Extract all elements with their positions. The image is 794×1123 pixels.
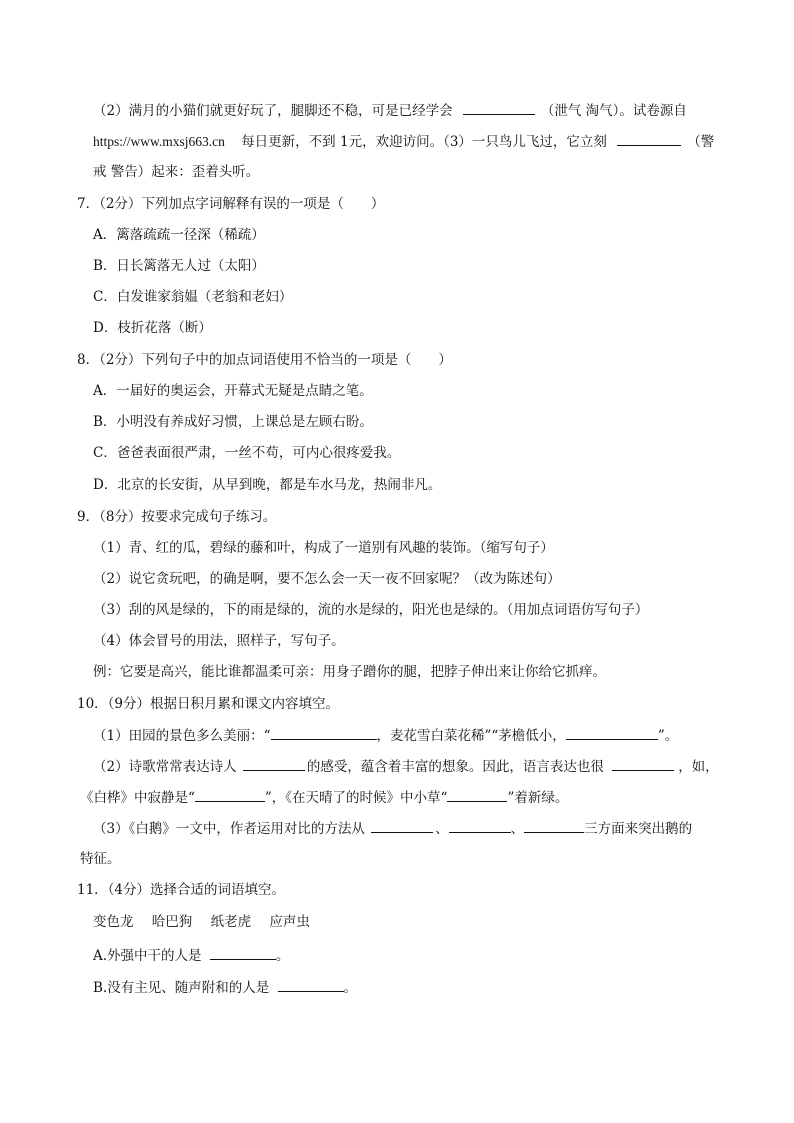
q9-sub2: （2）说它贪玩吧，的确是啊，要不怎么会一天一夜不回家呢？（改为陈述句）	[93, 571, 561, 587]
q9-stem: 9．（8分）按要求完成句子练习。	[77, 509, 277, 525]
blank[interactable]	[210, 945, 276, 960]
word-option: 纸老虎	[210, 914, 252, 930]
q7-option-a[interactable]: A．篱落疏疏一径深（稀疏）	[93, 227, 265, 243]
blank[interactable]	[243, 756, 305, 771]
blank[interactable]	[566, 725, 658, 740]
q6-part2-line2: https://www.mxsj663.cn 每日更新，不到 1元，欢迎访问。（3）一只鸟儿飞过，它立刻 （警	[93, 131, 714, 151]
q9-example: 例：它要是高兴，能比谁都温柔可亲：用身子蹭你的腿，把脖子伸出来让你给它抓痒。	[93, 664, 606, 680]
q10-stem: 10．（9分）根据日积月累和课文内容填空。	[77, 696, 340, 712]
blank[interactable]	[371, 818, 433, 833]
q8-option-c[interactable]: C．爸爸表面很严肃，一丝不苟，可内心很疼爱我。	[93, 445, 401, 461]
q8-option-b[interactable]: B．小明没有养成好习惯，上课总是左顾右盼。	[93, 414, 373, 430]
q11-stem: 11．（4分）选择合适的词语填空。	[77, 882, 286, 898]
blank[interactable]	[447, 787, 507, 802]
word-option: 应声虫	[269, 914, 310, 930]
q11-item-b: B.没有主见、随声附和的人是 。	[93, 977, 357, 997]
blank[interactable]	[612, 756, 674, 771]
q9-sub1: （1）青、红的瓜，碧绿的藤和叶，构成了一道别有风趣的装饰。（缩写句子）	[93, 540, 554, 556]
q7-option-c[interactable]: C．白发谁家翁媪（老翁和老妇）	[93, 289, 293, 305]
q7-option-d[interactable]: D．枝折花落（断）	[93, 320, 212, 336]
blank[interactable]	[617, 131, 681, 146]
q8-stem: 8．（2分）下列句子中的加点词语使用不恰当的一项是（ ）	[77, 352, 452, 368]
q6-part2-line1: （2）满月的小猫们就更好玩了，腿脚还不稳，可是已经学会 （泄气 淘气）。试卷源自	[93, 100, 687, 120]
q7-stem: 7．（2分）下列加点字词解释有误的一项是（ ）	[77, 196, 385, 212]
blank[interactable]	[195, 787, 265, 802]
blank[interactable]	[449, 818, 511, 833]
blank[interactable]	[524, 818, 584, 833]
q10-sub2-line2: 《白桦》中寂静是“ ”，《在天晴了的时候》中小草“ ”着新绿。	[80, 787, 568, 807]
word-option: 变色龙	[93, 914, 134, 930]
word-option: 哈巴狗	[151, 914, 193, 930]
blank[interactable]	[271, 725, 377, 740]
q7-option-b[interactable]: B．日长篱落无人过（太阳）	[93, 258, 265, 274]
q6-part3-line3: 戒 警告）起来：歪着头听。	[93, 164, 260, 180]
q10-sub2-line1: （2）诗歌常常表达诗人 的感受，蕴含着丰富的想象。因此，语言表达也很 ，如，	[93, 756, 719, 776]
q11-item-a: A.外强中干的人是 。	[93, 945, 289, 965]
q10-sub1: （1）田园的景色多么美丽：“ ，麦花雪白菜花稀”“茅檐低小， ”。	[93, 725, 678, 745]
q10-sub3-line1: （3）《白鹅》一文中，作者运用对比的方法从 、 、 三方面来突出鹅的	[93, 818, 692, 838]
blank[interactable]	[463, 100, 535, 115]
blank[interactable]	[278, 977, 344, 992]
q9-sub3: （3）刮的风是绿的，下的雨是绿的，流的水是绿的，阳光也是绿的。（用加点词语仿写句子）	[93, 602, 649, 618]
q8-option-d[interactable]: D．北京的长安街，从早到晚，都是车水马龙，热闹非凡。	[93, 477, 442, 493]
q8-option-a[interactable]: A．一届好的奥运会，开幕式无疑是点睛之笔。	[93, 383, 373, 399]
q10-sub3-line2: 特征。	[80, 851, 121, 867]
q11-word-bank	[93, 912, 310, 932]
q9-sub4: （4）体会冒号的用法，照样子，写句子。	[93, 633, 345, 649]
source-url: https://www.mxsj663.cn	[93, 134, 225, 149]
